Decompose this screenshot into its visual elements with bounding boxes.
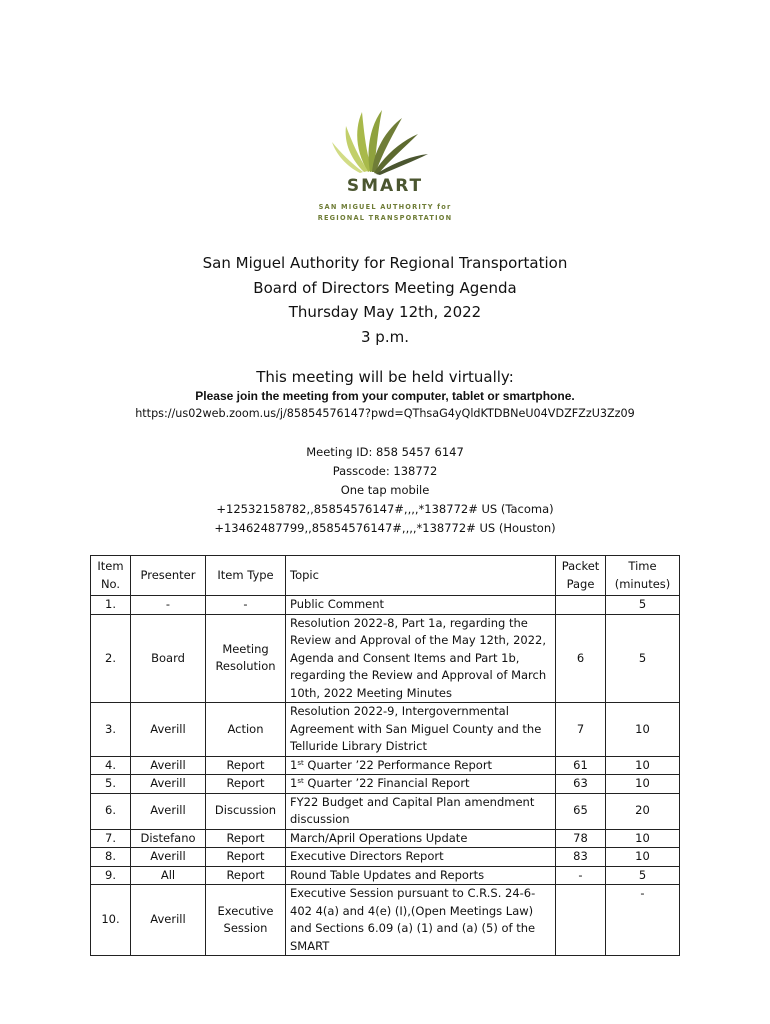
time-minutes: 10 bbox=[606, 848, 680, 867]
table-row bbox=[91, 596, 680, 615]
topic: Executive Session pursuant to C.R.S. 24-6-402 4(a) and 4(e) (I),(Open Meetings Law) and Sections 6.09 (a) (1) and (a) (5) of the SMART bbox=[286, 885, 556, 956]
topic: 1st Quarter ’22 Financial Report bbox=[286, 775, 556, 794]
table-row bbox=[91, 829, 680, 848]
time-minutes: 5 bbox=[606, 866, 680, 885]
packet-page: 83 bbox=[556, 848, 606, 867]
header-time: Time (minutes) bbox=[606, 556, 680, 596]
item-no: 1. bbox=[91, 596, 131, 615]
logo-name: SMART bbox=[346, 176, 424, 196]
table-row bbox=[91, 885, 680, 956]
packet-page bbox=[556, 596, 606, 615]
zoom-link[interactable]: https://us02web.zoom.us/j/85854576147?pwd=QThsaG4yQldKTDBNeU04VDZFZzU3Zz09 bbox=[135, 407, 635, 420]
table-row bbox=[91, 756, 680, 775]
table-row bbox=[91, 866, 680, 885]
presenter: Averill bbox=[131, 848, 206, 867]
topic: March/April Operations Update bbox=[286, 829, 556, 848]
item-no: 10. bbox=[91, 885, 131, 956]
agenda-title: Board of Directors Meeting Agenda bbox=[253, 278, 517, 297]
topic: Executive Directors Report bbox=[286, 848, 556, 867]
phone-tacoma[interactable]: +12532158782,,85854576147#,,,,*138772# US (Tacoma) bbox=[216, 502, 554, 516]
table-row bbox=[91, 614, 680, 703]
time-minutes: 10 bbox=[606, 829, 680, 848]
presenter: Averill bbox=[131, 756, 206, 775]
time-minutes: 10 bbox=[606, 703, 680, 757]
presenter: Distefano bbox=[131, 829, 206, 848]
topic: Resolution 2022-8, Part 1a, regarding the Review and Approval of the May 12th, 2022, Agenda and Consent Items and Part 1b, regarding the Review and Approval of March 10th, 2022 Meeting Minutes bbox=[286, 614, 556, 703]
item-type: Executive Session bbox=[206, 885, 286, 956]
topic: Round Table Updates and Reports bbox=[286, 866, 556, 885]
sunburst-icon bbox=[300, 100, 470, 178]
meeting-info bbox=[0, 443, 770, 538]
item-no: 9. bbox=[91, 866, 131, 885]
item-no: 8. bbox=[91, 848, 131, 867]
presenter: Averill bbox=[131, 885, 206, 956]
table-header-row bbox=[91, 556, 680, 596]
packet-page: 78 bbox=[556, 829, 606, 848]
passcode: Passcode: 138772 bbox=[332, 464, 438, 478]
smart-logo bbox=[300, 100, 470, 228]
table-row bbox=[91, 775, 680, 794]
presenter: - bbox=[131, 596, 206, 615]
time-minutes: 5 bbox=[606, 614, 680, 703]
header-item-no: Item No. bbox=[91, 556, 131, 596]
agenda-table bbox=[90, 555, 680, 956]
time-minutes: 20 bbox=[606, 793, 680, 829]
topic: Resolution 2022-9, Intergovernmental Agreement with San Miguel County and the Telluride Library District bbox=[286, 703, 556, 757]
one-tap-label: One tap mobile bbox=[340, 483, 430, 497]
header-topic: Topic bbox=[286, 556, 556, 596]
agenda-header bbox=[0, 251, 770, 349]
packet-page: 7 bbox=[556, 703, 606, 757]
item-no: 5. bbox=[91, 775, 131, 794]
organization-name: San Miguel Authority for Regional Transportation bbox=[202, 254, 568, 272]
item-type: Meeting Resolution bbox=[206, 614, 286, 703]
topic: Public Comment bbox=[286, 596, 556, 615]
logo-subtitle-line2: REGIONAL TRANSPORTATION bbox=[317, 214, 453, 222]
presenter: Averill bbox=[131, 775, 206, 794]
item-type: Report bbox=[206, 848, 286, 867]
packet-page: 63 bbox=[556, 775, 606, 794]
presenter: Board bbox=[131, 614, 206, 703]
logo-subtitle-line1: SAN MIGUEL AUTHORITY for bbox=[318, 203, 452, 211]
meeting-date: Thursday May 12th, 2022 bbox=[288, 303, 482, 321]
item-type: Report bbox=[206, 756, 286, 775]
time-minutes: 10 bbox=[606, 775, 680, 794]
packet-page: - bbox=[556, 866, 606, 885]
meeting-time: 3 p.m. bbox=[361, 327, 409, 346]
join-instructions: Please join the meeting from your computer, tablet or smartphone. bbox=[195, 389, 575, 403]
item-type: Action bbox=[206, 703, 286, 757]
packet-page: 61 bbox=[556, 756, 606, 775]
packet-page: 6 bbox=[556, 614, 606, 703]
time-minutes: 10 bbox=[606, 756, 680, 775]
item-type: Report bbox=[206, 829, 286, 848]
table-row bbox=[91, 703, 680, 757]
time-minutes: - bbox=[606, 885, 680, 956]
item-no: 6. bbox=[91, 793, 131, 829]
packet-page bbox=[556, 885, 606, 956]
phone-houston[interactable]: +13462487799,,85854576147#,,,,*138772# US (Houston) bbox=[214, 521, 556, 535]
item-type: Discussion bbox=[206, 793, 286, 829]
item-no: 3. bbox=[91, 703, 131, 757]
header-item-type: Item Type bbox=[206, 556, 286, 596]
presenter: Averill bbox=[131, 793, 206, 829]
presenter: Averill bbox=[131, 703, 206, 757]
presenter: All bbox=[131, 866, 206, 885]
header-presenter: Presenter bbox=[131, 556, 206, 596]
topic: FY22 Budget and Capital Plan amendment discussion bbox=[286, 793, 556, 829]
time-minutes: 5 bbox=[606, 596, 680, 615]
item-type: Report bbox=[206, 775, 286, 794]
topic: 1st Quarter ’22 Performance Report bbox=[286, 756, 556, 775]
item-no: 4. bbox=[91, 756, 131, 775]
packet-page: 65 bbox=[556, 793, 606, 829]
item-type: - bbox=[206, 596, 286, 615]
meeting-id: Meeting ID: 858 5457 6147 bbox=[306, 445, 464, 459]
table-row bbox=[91, 848, 680, 867]
item-no: 2. bbox=[91, 614, 131, 703]
table-row bbox=[91, 793, 680, 829]
virtual-heading: This meeting will be held virtually: bbox=[256, 368, 514, 386]
item-type: Report bbox=[206, 866, 286, 885]
item-no: 7. bbox=[91, 829, 131, 848]
header-packet-page: Packet Page bbox=[556, 556, 606, 596]
